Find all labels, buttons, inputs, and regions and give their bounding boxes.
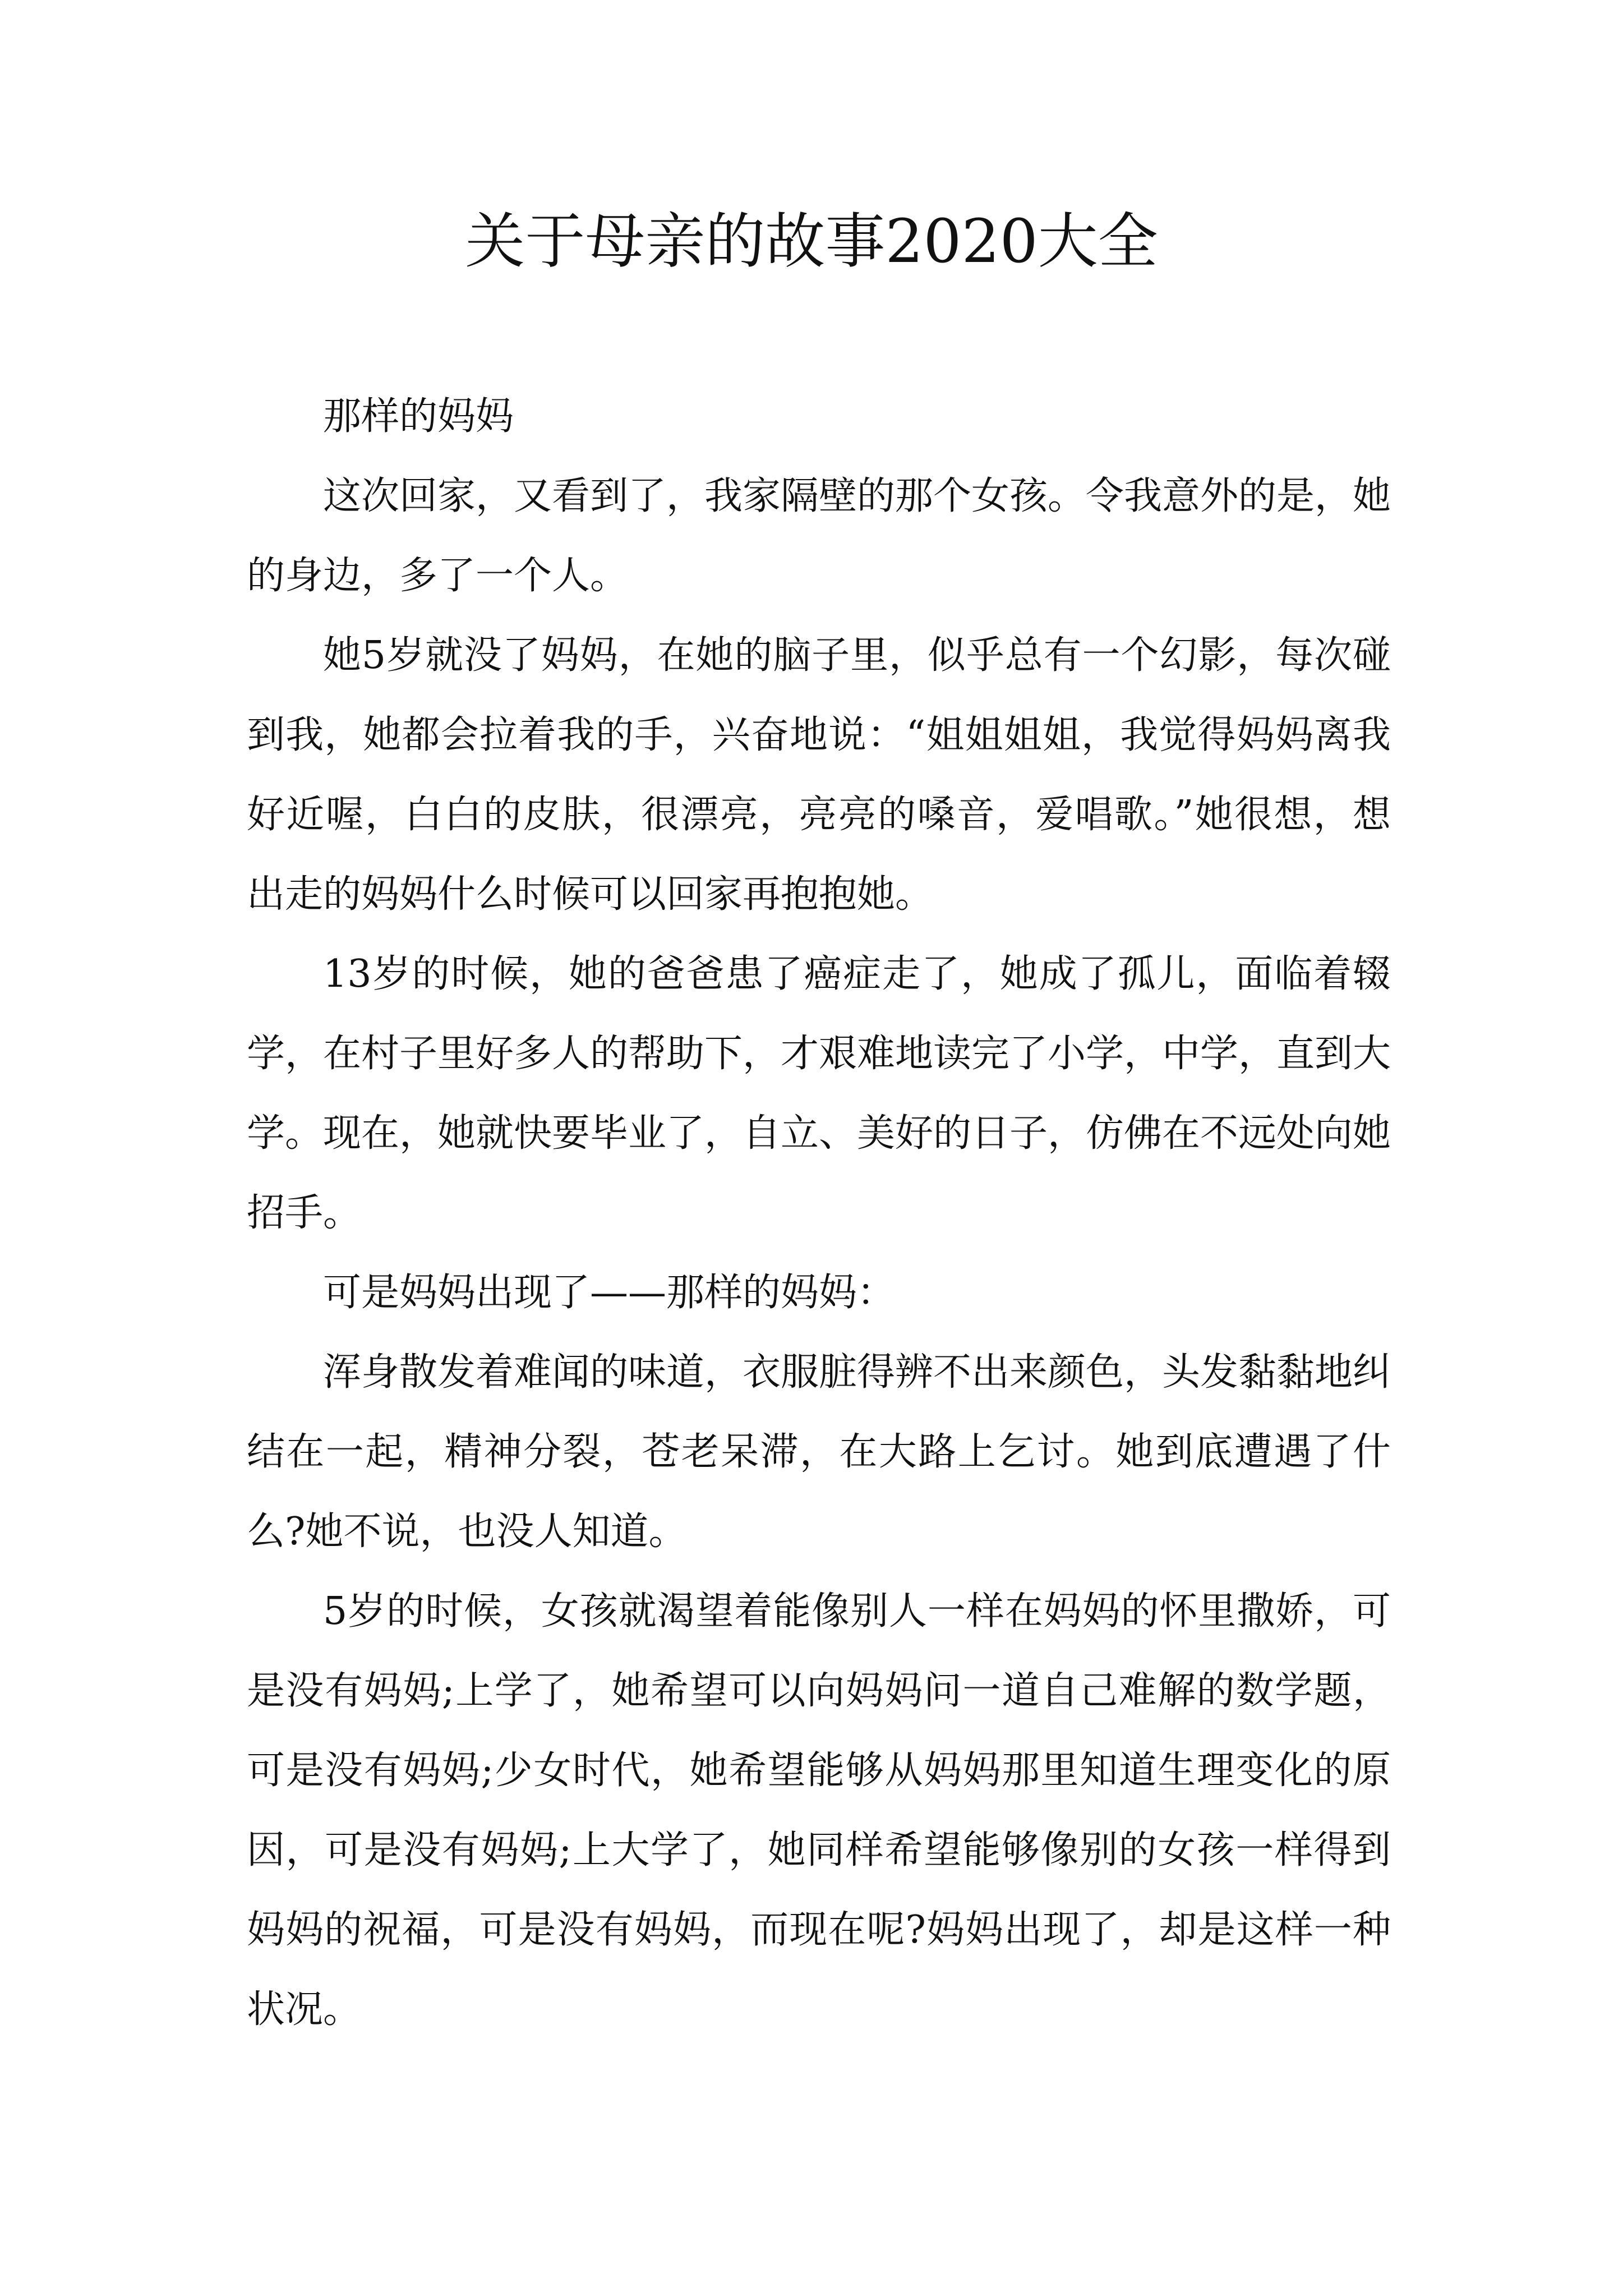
document-title: 关于母亲的故事2020大全 bbox=[465, 207, 1158, 277]
paragraph: 13岁的时候，她的爸爸患了癌症走了，她成了孤儿，面临着辍学，在村子里好多人的帮助下，才艰难地读完了小学，中学，直到大学。现在，她就快要毕业了，自立、美好的日子，仿佛在不远处向她招手。 bbox=[247, 952, 1391, 1235]
paragraph: 浑身散发着难闻的味道，衣服脏得辨不出来颜色，头发黏黏地纠结在一起，精神分裂，苍老呆滞，在大路上乞讨。她到底遭遇了什么?她不说，也没人知道。 bbox=[247, 1350, 1391, 1554]
paragraph: 这次回家，又看到了，我家隔壁的那个女孩。令我意外的是，她的身边，多了一个人。 bbox=[247, 474, 1391, 598]
paragraph: 可是妈妈出现了——那样的妈妈： bbox=[323, 1271, 896, 1315]
paragraph: 5岁的时候，女孩就渴望着能像别人一样在妈妈的怀里撒娇，可是没有妈妈;上学了，她希望可以向妈妈问一道自己难解的数学题，可是没有妈妈;少女时代，她希望能够从妈妈那里知道生理变化的原因，可是没有妈妈;上大学了，她同样希望能够像别的女孩一样得到妈妈的祝福，可是没有妈妈，而现在呢?妈妈出现了，却是这样一种状况。 bbox=[247, 1589, 1391, 2032]
paragraph: 她5岁就没了妈妈，在她的脑子里，似乎总有一个幻影，每次碰到我，她都会拉着我的手，兴奋地说：“姐姐姐姐，我觉得妈妈离我好近喔，白白的皮肤，很漂亮，亮亮的嗓音，爱唱歌。”她很想，想出走的妈妈什么时候可以回家再抱抱她。 bbox=[247, 633, 1391, 917]
paragraph-subtitle: 那样的妈妈 bbox=[323, 394, 514, 439]
document-body bbox=[247, 377, 1391, 2050]
